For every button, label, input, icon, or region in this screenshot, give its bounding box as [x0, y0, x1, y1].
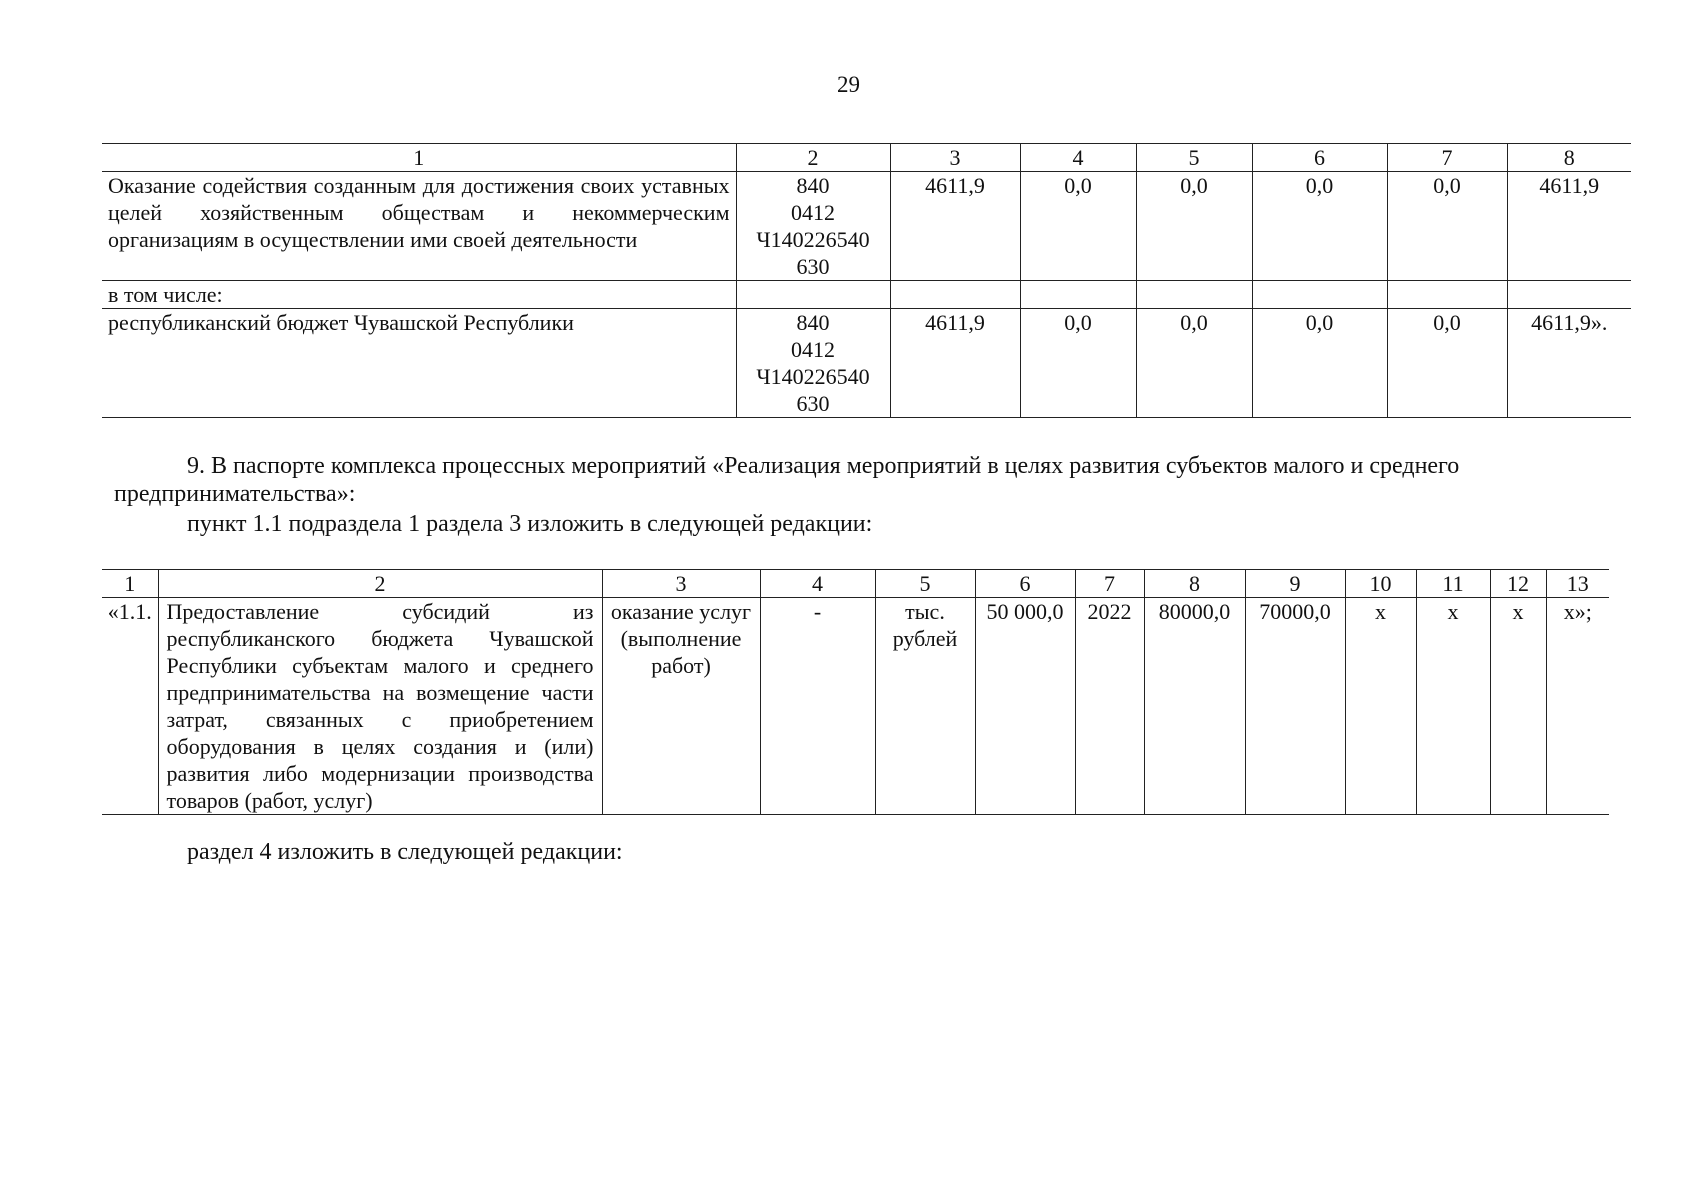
budget-table [102, 143, 1631, 418]
table-header-row [102, 144, 1631, 172]
column-number: 3 [890, 144, 1020, 172]
table-cell-empty [736, 281, 890, 309]
column-number: 11 [1416, 570, 1490, 598]
table-cell-value: 0,0 [1387, 309, 1507, 418]
table-cell-value: х [1345, 598, 1416, 815]
table-cell-value: 0,0 [1252, 309, 1387, 418]
table-cell-value: х [1490, 598, 1546, 815]
measure-description: Предоставление субсидий из республиканского бюджета Чувашской Республики субъектам малого и среднего предпринимательства на возмещение части затрат, связанных с приобретением оборудования в целях создания и (или) развития либо модернизации производства товаров (работ, услуг) [158, 598, 602, 815]
column-number: 4 [760, 570, 875, 598]
column-number: 8 [1507, 144, 1631, 172]
column-number: 10 [1345, 570, 1416, 598]
column-number: 3 [602, 570, 760, 598]
column-number: 8 [1144, 570, 1245, 598]
table-row [102, 281, 1631, 309]
table-cell-empty [890, 281, 1020, 309]
table-row [102, 172, 1631, 281]
column-number: 6 [1252, 144, 1387, 172]
table-cell-value: 0,0 [1136, 309, 1252, 418]
paragraph-9-continuation: предпринимательства»: [114, 481, 356, 507]
budget-classification-code: 840 0412 Ч140226540 630 [736, 172, 890, 281]
table-row [102, 309, 1631, 418]
table-cell-empty [1136, 281, 1252, 309]
table-cell-value: 50 000,0 [975, 598, 1075, 815]
column-number: 12 [1490, 570, 1546, 598]
unit-of-measure: тыс. рублей [875, 598, 975, 815]
table-cell-value: 4611,9». [1507, 309, 1631, 418]
paragraph-razdel4: раздел 4 изложить в следующей редакции: [187, 839, 623, 865]
column-number: 5 [1136, 144, 1252, 172]
column-number: 1 [102, 570, 158, 598]
year-value: 2022 [1075, 598, 1144, 815]
table-cell-value: 4611,9 [890, 309, 1020, 418]
result-type: оказание услуг (выполнение работ) [602, 598, 760, 815]
measures-table [102, 569, 1609, 815]
table-cell-value: 0,0 [1136, 172, 1252, 281]
table-cell-empty [1252, 281, 1387, 309]
table-cell-value: 4611,9 [1507, 172, 1631, 281]
table-cell-value: х»; [1546, 598, 1609, 815]
paragraph-9: 9. В паспорте комплекса процессных мероприятий «Реализация мероприятий в целях развития субъектов малого и среднего [187, 453, 1460, 479]
table-cell-value: 70000,0 [1245, 598, 1345, 815]
item-number: «1.1. [102, 598, 158, 815]
row-description: в том числе: [102, 281, 736, 309]
paragraph-punkt: пункт 1.1 подраздела 1 раздела 3 изложить в следующей редакции: [187, 511, 873, 537]
column-number: 2 [736, 144, 890, 172]
table-row [102, 598, 1609, 815]
column-number: 7 [1075, 570, 1144, 598]
column-number: 5 [875, 570, 975, 598]
column-number: 1 [102, 144, 736, 172]
column-number: 7 [1387, 144, 1507, 172]
table-cell-value: 0,0 [1387, 172, 1507, 281]
column-number: 13 [1546, 570, 1609, 598]
table-cell-value: 0,0 [1252, 172, 1387, 281]
table-cell-value: 0,0 [1020, 172, 1136, 281]
row-description: Оказание содействия созданным для достижения своих уставных целей хозяйственным обществам и некоммерческим организациям в осуществлении ими своей деятельности [102, 172, 736, 281]
table-cell-value: 80000,0 [1144, 598, 1245, 815]
table-cell-value: 0,0 [1020, 309, 1136, 418]
budget-classification-code: 840 0412 Ч140226540 630 [736, 309, 890, 418]
table-cell-empty [1387, 281, 1507, 309]
column-number: 9 [1245, 570, 1345, 598]
column-number: 6 [975, 570, 1075, 598]
page-number: 29 [837, 72, 860, 97]
table-cell-value: 4611,9 [890, 172, 1020, 281]
table-cell-empty [1020, 281, 1136, 309]
table-cell-value: - [760, 598, 875, 815]
column-number: 2 [158, 570, 602, 598]
table-cell-value: х [1416, 598, 1490, 815]
table-header-row [102, 570, 1609, 598]
table-cell-empty [1507, 281, 1631, 309]
row-description: республиканский бюджет Чувашской Республики [102, 309, 736, 418]
column-number: 4 [1020, 144, 1136, 172]
